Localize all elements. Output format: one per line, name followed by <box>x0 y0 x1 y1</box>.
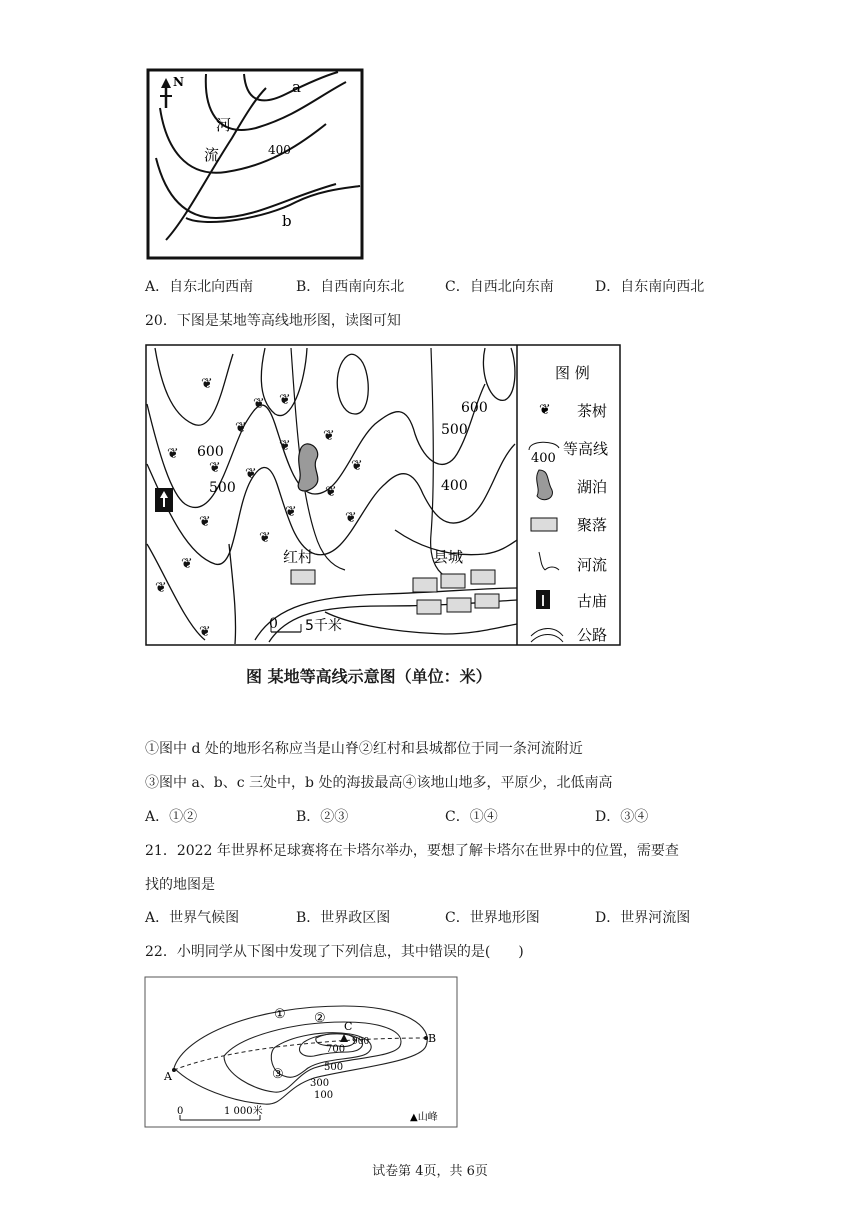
svg-text:湖泊: 湖泊 <box>577 478 608 496</box>
q21-option-a: A．世界气候图 <box>145 910 240 926</box>
svg-text:❦: ❦ <box>259 530 271 546</box>
svg-text:古庙: 古庙 <box>577 592 608 610</box>
svg-text:❦: ❦ <box>345 510 357 526</box>
svg-text:500: 500 <box>324 1062 344 1073</box>
svg-text:图 例: 图 例 <box>555 364 590 382</box>
svg-text:100: 100 <box>314 1090 334 1101</box>
svg-text:❦: ❦ <box>279 392 291 408</box>
peak-legend: ▲山峰 <box>410 1112 438 1123</box>
svg-text:❦: ❦ <box>155 580 167 596</box>
svg-text:❦: ❦ <box>323 428 335 444</box>
svg-text:600: 600 <box>461 400 488 416</box>
point-b: B <box>428 1032 437 1045</box>
river-char-2: 流 <box>204 146 220 164</box>
q21-stem-line-2: 找的地图是 <box>145 877 215 893</box>
svg-text:❦: ❦ <box>351 458 363 474</box>
svg-text:0: 0 <box>269 616 278 632</box>
q19-option-d: D．自东南向西北 <box>595 279 705 295</box>
place-hongcun: 红村 <box>283 548 314 566</box>
svg-text:❦: ❦ <box>279 438 291 454</box>
svg-text:②: ② <box>314 1011 326 1026</box>
label-b: b <box>282 212 292 230</box>
q20-statement-2: ③图中 a、b、c 三处中，b 处的海拔最高④该地山地多，平原少，北低南高 <box>145 775 613 791</box>
q21-option-d: D．世界河流图 <box>595 910 691 926</box>
svg-text:400: 400 <box>441 478 468 494</box>
svg-text:❦: ❦ <box>181 556 193 572</box>
svg-text:❦: ❦ <box>199 514 211 530</box>
point-a: A <box>164 1070 172 1083</box>
svg-text:❦: ❦ <box>235 420 247 436</box>
svg-text:400: 400 <box>531 451 556 466</box>
q21-option-c: C．世界地形图 <box>445 910 540 926</box>
q20-map-caption: 图 某地等高线示意图（单位：米） <box>246 667 492 686</box>
svg-text:0: 0 <box>177 1106 184 1117</box>
svg-text:③: ③ <box>272 1067 284 1082</box>
svg-text:公路: 公路 <box>577 626 608 644</box>
svg-text:700: 700 <box>326 1044 346 1055</box>
q20-statement-1: ①图中 d 处的地形名称应当是山脊②红村和县城都位于同一条河流附近 <box>145 741 583 757</box>
svg-text:❦: ❦ <box>209 460 221 476</box>
q20-topographic-map <box>145 344 621 646</box>
svg-text:聚落: 聚落 <box>577 516 608 534</box>
q21-option-b: B．世界政区图 <box>296 910 391 926</box>
point-c: C <box>344 1020 353 1033</box>
svg-text:600: 600 <box>197 444 224 460</box>
svg-text:❦: ❦ <box>201 376 213 392</box>
q20-option-b: B．②③ <box>296 809 349 825</box>
lake-icon <box>298 444 318 491</box>
q22-stem: 22．小明同学从下图中发现了下列信息，其中错误的是( ) <box>145 944 524 960</box>
svg-text:等高线: 等高线 <box>563 440 609 458</box>
q19-option-c: C．自西北向东南 <box>445 279 554 295</box>
q22-contour-figure <box>144 976 458 1128</box>
svg-text:①: ① <box>274 1007 286 1022</box>
svg-text:❦: ❦ <box>285 504 297 520</box>
svg-text:❦: ❦ <box>253 396 265 412</box>
svg-text:❦: ❦ <box>539 402 551 418</box>
q20-stem: 20．下图是某地等高线地形图，读图可知 <box>145 313 401 329</box>
svg-text:500: 500 <box>441 422 468 438</box>
svg-text:900: 900 <box>352 1037 370 1047</box>
temple-icon <box>155 488 173 512</box>
q19-option-b: B．自西南向东北 <box>296 279 405 295</box>
svg-text:❦: ❦ <box>167 446 179 462</box>
q20-option-a: A．①② <box>145 809 198 825</box>
svg-text:500: 500 <box>209 480 236 496</box>
q19-contour-figure <box>146 68 366 262</box>
q20-option-c: C．①④ <box>445 809 498 825</box>
river-char-1: 河 <box>216 116 232 134</box>
svg-text:300: 300 <box>310 1078 330 1089</box>
svg-text:❦: ❦ <box>325 484 337 500</box>
contour-400: 400 <box>268 143 291 157</box>
svg-text:1 000米: 1 000米 <box>224 1106 263 1117</box>
label-a: a <box>292 78 301 96</box>
north-label: N <box>173 75 184 89</box>
svg-text:5千米: 5千米 <box>305 618 342 634</box>
svg-text:茶树: 茶树 <box>577 402 608 420</box>
q20-option-d: D．③④ <box>595 809 649 825</box>
svg-text:河流: 河流 <box>577 556 608 574</box>
place-xiancheng: 县城 <box>433 548 464 566</box>
q21-stem-line-1: 21．2022 年世界杯足球赛将在卡塔尔举办，要想了解卡塔尔在世界中的位置，需要查 <box>145 843 679 859</box>
page-footer: 试卷第 4页，共 6页 <box>372 1164 488 1179</box>
svg-text:❦: ❦ <box>199 624 211 640</box>
q19-option-a: A．自东北向西南 <box>145 279 254 295</box>
svg-text:❦: ❦ <box>245 466 257 482</box>
